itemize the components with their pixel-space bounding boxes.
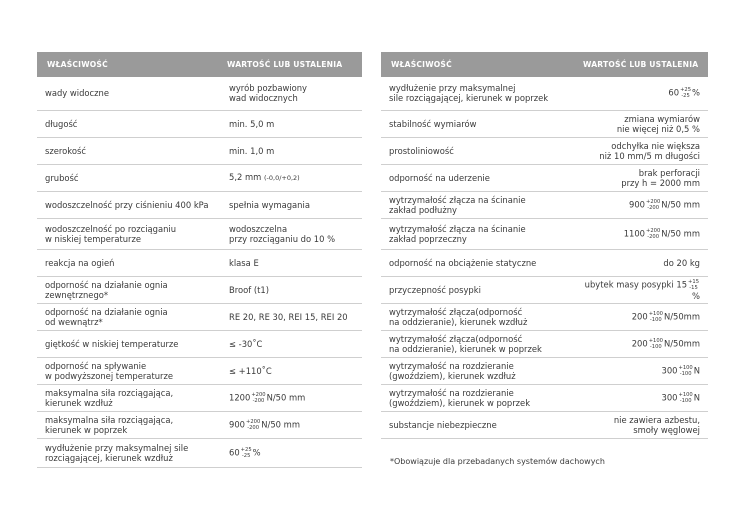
property-cell [381,218,573,249]
property-text: odporność na obciążenie statyczne [389,257,537,268]
table-row [381,249,708,276]
value-text: min. 1,0 m [229,145,275,156]
table-row [37,249,362,276]
value-text: niż 10 mm/5 m długości [599,150,700,161]
tolerance-upper: +25 [680,87,692,94]
property-cell [381,137,573,164]
table-header [381,52,708,77]
property-text: w podwyższonej temperaturze [45,370,174,381]
property-text: w niskiej temperaturze [45,233,142,244]
value-tolerance: (-0,0/+0,2) [263,174,300,182]
table-row [381,77,708,110]
property-cell [37,164,217,191]
tolerance [246,419,260,431]
value-text: 200 [631,311,648,321]
tolerance-lower: -200 [247,424,260,431]
table-row [37,218,362,249]
value-text: 900 [629,199,646,209]
value-text: RE 20, RE 30, REI 15, REI 20 [229,311,348,322]
tolerance-upper: +200 [246,418,261,425]
property-cell [381,303,573,330]
value-cell [573,77,708,110]
property-text: giętkość w niskiej temperaturze [45,338,179,349]
property-text: zakład poprzeczny [389,233,467,244]
property-text: odporność na działanie ognia [45,279,168,290]
table-row [381,276,708,303]
property-text: przyczepność posypki [389,284,481,295]
property-text: na oddzieranie), kierunek wzdłuż [389,316,528,327]
tolerance-upper: +100 [678,391,693,398]
property-cell [37,276,217,303]
tolerance-lower: -25 [681,93,690,100]
header-value: WARTOŚĆ LUB USTALENIA [217,52,362,77]
value-unit: % [692,290,700,301]
value-cell [573,330,708,357]
value-cell [217,77,362,110]
value-text: 60 [668,87,680,98]
tolerance-upper: +25 [240,446,252,453]
tolerance-upper: +200 [251,391,266,398]
value-text: 5,2 mm [229,172,262,182]
property-text: odporność na spływanie [45,360,147,371]
value-cell [217,411,362,438]
value-cell [573,411,708,438]
property-text: stabilność wymiarów [389,118,477,129]
property-cell [381,110,573,137]
property-text: na oddzieranie), kierunek w poprzek [389,343,542,354]
tolerance-lower: -100 [679,397,692,404]
property-cell [381,330,573,357]
value-text: do 20 kg [663,257,700,268]
value-cell [573,357,708,384]
property-cell [381,164,573,191]
tolerance [251,392,265,404]
tolerance [646,199,660,211]
property-text: wydłużenie przy maksymalnej sile [45,442,189,453]
property-text: wytrzymałość na rozdzieranie [389,360,514,371]
property-cell [37,384,217,411]
value-text: spełnia wymagania [229,199,310,210]
property-text: grubość [45,172,79,183]
value-text: 60 [229,447,240,457]
value-unit: N/50 mm [261,419,300,429]
property-text: kierunek w poprzek [45,424,128,435]
property-cell [37,411,217,438]
table-row [381,110,708,137]
property-text: wytrzymałość na rozdzieranie [389,387,514,398]
tolerance-upper: +200 [646,227,661,234]
value-cell [573,303,708,330]
value-text: klasa E [229,257,259,268]
value-text: 300 [661,365,678,375]
property-cell [381,357,573,384]
tolerance-upper: +100 [648,337,663,344]
tolerance-lower: -15 [689,284,698,291]
property-cell [37,303,217,330]
value-cell [573,191,708,218]
property-cell [37,330,217,357]
tolerance-lower: -200 [647,233,660,240]
value-cell [217,218,362,249]
value-text: min. 5,0 m [229,118,275,129]
property-text: reakcja na ogień [45,257,115,268]
value-text: odchyłka nie większa [611,140,700,151]
property-cell [381,384,573,411]
value-unit: % [252,447,261,457]
tolerance [688,279,699,291]
header-value: WARTOŚĆ LUB USTALENIA [573,52,708,77]
header-property: WŁAŚCIWOŚĆ [381,52,573,77]
value-text: wyrób pozbawiony [229,83,308,94]
value-cell [217,276,362,303]
tolerance-upper: +100 [678,364,693,371]
tolerance [241,447,252,459]
value-unit: N/50mm [663,311,700,321]
properties-table-right [381,52,708,439]
tolerance [680,87,691,99]
value-text: ≤ +110˚C [229,365,272,376]
value-cell [573,276,708,303]
tolerance [649,338,663,350]
table-row [381,384,708,411]
value-cell [573,384,708,411]
value-text: zmiana wymiarów [624,113,700,124]
value-cell [217,137,362,164]
tolerance-lower: -100 [679,370,692,377]
property-text: zewnętrznego* [45,289,109,300]
table-header [37,52,362,77]
table-row [37,357,362,384]
property-text: substancje niebezpieczne [389,419,497,430]
value-text: nie więcej niż 0,5 % [616,123,700,134]
value-text: 1100 [623,228,646,238]
properties-table-left [37,52,362,468]
table-row [37,110,362,137]
value-cell [573,218,708,249]
value-cell [217,164,362,191]
property-cell [37,357,217,384]
property-text: wytrzymałość złącza na ścinanie [389,194,526,205]
value-text: brak perforacji [638,167,700,178]
table-row [37,191,362,218]
table-row [37,411,362,438]
value-cell [573,137,708,164]
property-text: odporność na działanie ognia [45,306,168,317]
table-row [37,303,362,330]
value-cell [217,357,362,384]
property-cell [37,191,217,218]
property-text: szerokość [45,145,86,156]
property-cell [37,218,217,249]
value-text: 1200 [229,392,251,402]
table-row [37,77,362,110]
property-text: wydłużenie przy maksymalnej [389,83,516,94]
tolerance [678,392,692,404]
header-property: WŁAŚCIWOŚĆ [37,52,217,77]
tolerance-lower: -200 [647,204,660,211]
table-row [381,137,708,164]
table-row [381,164,708,191]
tolerance-lower: -100 [649,343,662,350]
value-text: 900 [229,419,245,429]
value-unit: % [692,87,700,98]
property-text: sile rozciągającej, kierunek w poprzek [389,93,549,104]
table-row [37,164,362,191]
table-row [381,303,708,330]
value-cell [573,110,708,137]
tolerance-upper: +200 [646,198,661,205]
value-text: przy h = 2000 mm [621,177,700,188]
value-cell [217,249,362,276]
property-cell [381,249,573,276]
property-cell [37,110,217,137]
value-text: nie zawiera azbestu, [613,414,700,425]
property-text: maksymalna siła rozciągająca, [45,414,174,425]
value-unit: N/50 mm [266,392,306,402]
property-text: wady widoczne [45,88,109,99]
value-unit: N/50 mm [661,199,700,209]
table-row [37,330,362,357]
property-text: wodoszczelność przy ciśnieniu 400 kPa [45,199,209,210]
property-cell [37,438,217,467]
table-row [381,411,708,438]
property-text: maksymalna siła rozciągająca, [45,387,174,398]
tolerance-lower: -100 [649,316,662,323]
table-row [37,438,362,467]
value-text: smoły węglowej [633,424,700,435]
value-cell [573,249,708,276]
property-text: długość [45,118,78,129]
table-row [381,218,708,249]
property-text: kierunek wzdłuż [45,397,113,408]
tolerance-lower: -25 [241,452,251,459]
value-unit: N/50mm [663,338,700,348]
table-row [381,357,708,384]
value-cell [217,330,362,357]
value-unit: N [693,365,700,375]
property-cell [37,77,217,110]
tolerance-upper: +15 [688,278,699,285]
value-text: wad widocznych [229,93,298,104]
tolerance-lower: -200 [252,397,265,404]
tolerance [649,311,663,323]
value-cell [217,384,362,411]
property-text: odporność na uderzenie [389,172,490,183]
property-text: (gwoździem), kierunek w poprzek [389,397,531,408]
value-text: ≤ -30˚C [229,338,263,349]
property-text: wytrzymałość złącza na ścinanie [389,223,526,234]
value-text: ubytek masy posypki 15 [584,279,688,289]
table-row [37,276,362,303]
property-cell [381,191,573,218]
value-cell [217,110,362,137]
property-cell [381,77,573,110]
table-row [381,191,708,218]
property-cell [381,411,573,438]
footnote: *Obowiązuje dla przebadanych systemów dachowych [390,457,605,466]
value-cell [217,438,362,467]
property-text: wytrzymałość złącza(odporność [389,333,523,344]
value-unit: N [693,392,700,402]
property-text: od wewnątrz* [45,316,103,327]
value-text: Broof (t1) [229,284,270,295]
property-text: prostoliniowość [389,145,454,156]
value-text: przy rozciąganiu do 10 % [229,233,336,244]
property-text: rozciągającej, kierunek wzdłuż [45,452,173,463]
table-row [381,330,708,357]
table-row [37,384,362,411]
property-text: (gwoździem), kierunek wzdłuż [389,370,516,381]
property-text: zakład podłużny [389,204,457,215]
tolerance [678,365,692,377]
value-text: 200 [631,338,648,348]
property-cell [37,249,217,276]
value-unit: N/50 mm [661,228,700,238]
property-text: wodoszczelność po rozciąganiu [45,223,177,234]
property-cell [37,137,217,164]
value-cell [573,164,708,191]
value-text: wodoszczelna [229,223,288,234]
property-cell [381,276,573,303]
tolerance-upper: +100 [648,310,663,317]
value-text: 300 [661,392,678,402]
property-text: wytrzymałość złącza(odporność [389,306,523,317]
value-cell [217,303,362,330]
value-cell [217,191,362,218]
tolerance [646,228,660,240]
table-row [37,137,362,164]
